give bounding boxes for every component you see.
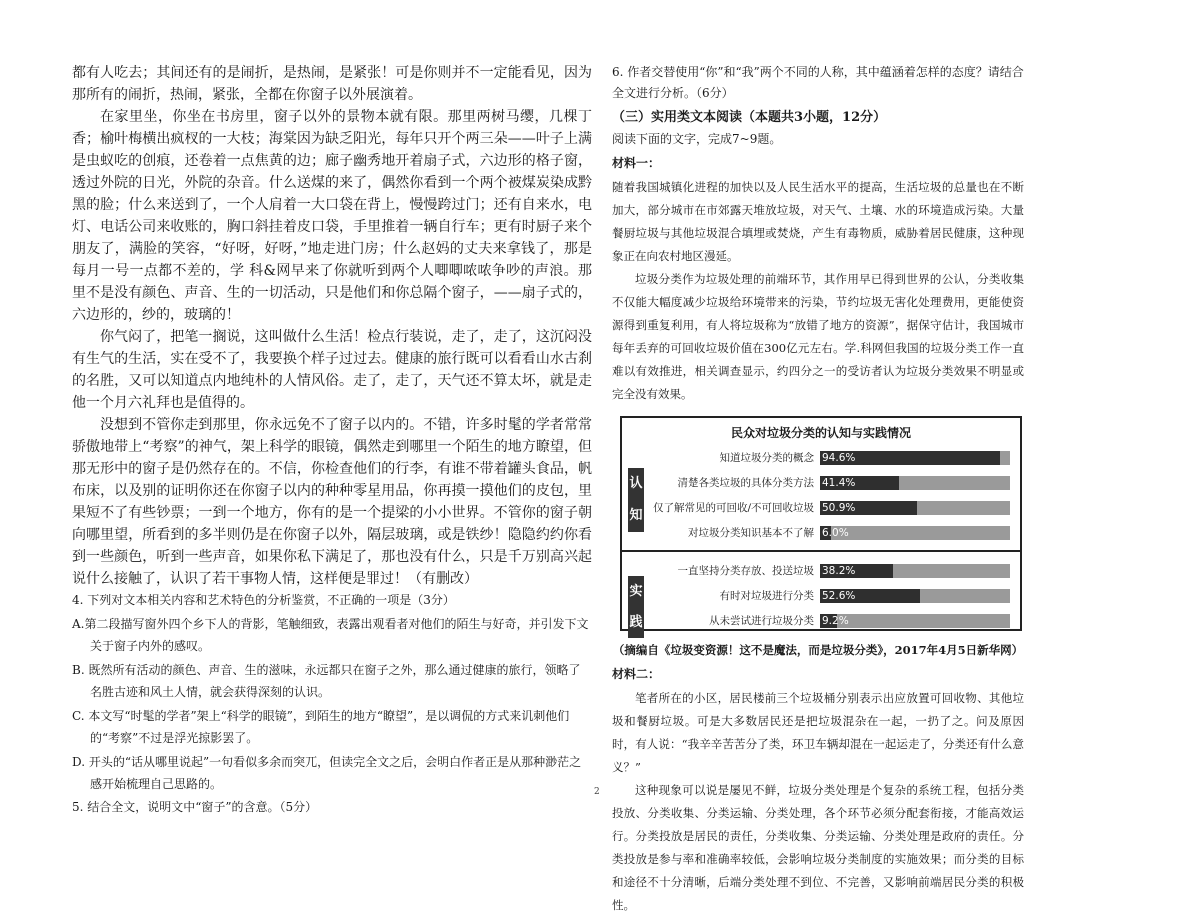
left-column xyxy=(72,62,592,818)
chart-category-label: 知道垃圾分类的概念 xyxy=(719,452,814,464)
chart-bar-track xyxy=(820,451,1010,465)
chart-category-label: 清楚各类垃圾的具体分类方法 xyxy=(677,477,814,489)
option-c: C. 本文写“时髦的学者”架上“科学的眼镜”，到陌生的地方“瞭望”，是以调侃的方式来讥刺他们的“考察”不过是浮光掠影罢了。 xyxy=(72,709,570,745)
chart-bar-track xyxy=(820,526,1010,540)
instruction: 阅读下面的文字，完成7~9题。 xyxy=(612,132,782,146)
page-number: 2 xyxy=(594,787,600,797)
chart-category-label: 从未尝试进行垃圾分类 xyxy=(709,615,814,627)
chart-data-label: 38.2% xyxy=(822,565,856,577)
chart-category-label: 有时对垃圾进行分类 xyxy=(719,590,814,602)
right-column xyxy=(612,62,1024,917)
option-a: A.第二段描写窗外四个乡下人的背影，笔触细致，表露出观看者对他们的陌生与好奇，并引发下文关于窗子内外的感叹。 xyxy=(72,617,589,653)
material-2-paragraph-2: 这种现象可以说是屡见不鲜，垃圾分类处理是个复杂的系统工程，包括分类投放、分类收集、分类运输、分类处理，各个环节必须分配套衔接，才能高效运行。分类投放是居民的责任，分类收集、分类运输、分类处理是政府的责任。分类投放是参与率和准确率较低，会影响垃圾分类制度的实施效果；而分类的目标和途径不十分清晰，后端分类处理不到位、不完善，又影响前端居民分类的积极性。 xyxy=(612,783,1024,912)
chart-data-label: 6.0% xyxy=(822,527,849,539)
chart-title: 民众对垃圾分类的认知与实践情况 xyxy=(730,426,911,440)
chart-group-label: 实践 xyxy=(628,576,644,638)
passage-paragraph-2: 在家里坐，你坐在书房里，窗子以外的景物本就有限。那里两树马缨，几棵丁香；榆叶梅横出疯杈的一大枝；海棠因为缺乏阳光，每年只开个两三朵——叶子上满是虫蚁吃的创痕，还卷着一点焦黄的边；廊子幽秀地开着扇子式，六边形的格子窗，透过外院的日光，外院的杂音。什么送煤的来了，偶然你看到一个两个被煤炭染成黔黑的脸；什么来送到了，一个人肩着一大口袋在背上，慢慢跨过门；还有自来水，电灯、电话公司来收账的，胸口斜挂着皮口袋，手里推着一辆自行车；更有时厨子来个朋友了，满脸的笑容，“好呀，好呀，”地走进门房；什么赵妈的丈夫来拿钱了，那是每月一号一点都不差的，学 科&网早来了你就听到两个人唧唧哝哝争吵的声浪。那里不是没有颜色、声音、生的一切活动，只是他们和你总隔个窗子，——扇子式的，六边形的，纱的，玻璃的！ xyxy=(72,109,592,323)
chart-source-caption: （摘编自《垃圾变资源！这不是魔法，而是垃圾分类》，2017年4月5日新华网） xyxy=(612,643,1024,657)
chart-category-label: 仅了解常见的可回收/不可回收垃圾 xyxy=(652,502,814,514)
chart-data-label: 41.4% xyxy=(822,477,856,489)
material-2-paragraph-1: 笔者所在的小区，居民楼前三个垃圾桶分别表示出应放置可回收物、其他垃圾和餐厨垃圾。可是大多数居民还是把垃圾混杂在一起，一扔了之。问及原因时，有人说：“我辛辛苦苦分了类，环卫车辆却混在一起运走了，分类还有什么意义？” xyxy=(612,691,1024,774)
question-6: 6. 作者交替使用“你”和“我”两个不同的人称，其中蕴涵着怎样的态度？请结合全文进行分析。（6分） xyxy=(612,65,1024,100)
question-4: 4. 下列对文本相关内容和艺术特色的分析鉴赏，不正确的一项是（3分） xyxy=(72,593,455,607)
chart-data-label: 9.2% xyxy=(822,615,849,627)
chart-data-label: 50.9% xyxy=(822,502,856,514)
passage-paragraph-3: 你气闷了，把笔一搁说，这叫做什么生活！检点行装说，走了，走了，这沉闷没有生气的生活，实在受不了，我要换个样子过过去。健康的旅行既可以看看山水古刹的名胜，又可以知道点内地纯朴的人情风俗。走了，走了，天气还不算太坏，就是走他一个月六礼拜也是值得的。 xyxy=(72,329,592,411)
question-5: 5. 结合全文，说明文中“窗子”的含意。（5分） xyxy=(72,800,318,814)
survey-chart xyxy=(620,416,1022,631)
passage-paragraph-1: 都有人吃去；其间还有的是闹折，是热闹，是紧张！可是你则并不一定能看见，因为那所有的闹折，热闹，紧张，全都在你窗子以外展演着。 xyxy=(72,65,592,103)
material-1-paragraph-1: 随着我国城镇化进程的加快以及人民生活水平的提高，生活垃圾的总量也在不断加大，部分城市在市郊露天堆放垃圾，对天气、土壤、水的环境造成污染。大量餐厨垃圾与其他垃圾混合填埋或焚烧，产生有毒物质，威胁着居民健康，这种现象正在向农村地区漫延。 xyxy=(612,180,1024,263)
chart-bar-track xyxy=(820,476,1010,490)
chart-category-label: 一直坚持分类存放、投送垃圾 xyxy=(677,565,814,577)
option-d: D. 开头的“话从哪里说起”一句看似多余而突兀，但读完全文之后，会明白作者正是从那种渺茫之感开始梳理自己思路的。 xyxy=(72,755,582,791)
chart-bar-track xyxy=(820,501,1010,515)
chart-divider xyxy=(622,550,1020,552)
material-1-label: 材料一： xyxy=(612,156,661,170)
chart-bar-track xyxy=(820,614,1010,628)
chart-bar-track xyxy=(820,564,1010,578)
chart-bar-track xyxy=(820,589,1010,603)
chart-data-label: 94.6% xyxy=(822,452,856,464)
section-heading: （三）实用类文本阅读（本题共3小题，12分） xyxy=(612,110,887,125)
chart-data-label: 52.6% xyxy=(822,590,856,602)
option-b: B. 既然所有活动的颜色、声音、生的滋味，永远都只在窗子之外，那么通过健康的旅行，领略了名胜古迹和风土人情，就会获得深刻的认识。 xyxy=(72,663,581,699)
chart-group-label: 认知 xyxy=(628,468,644,532)
material-1-paragraph-2: 垃圾分类作为垃圾处理的前端环节，其作用早已得到世界的公认，分类收集不仅能大幅度减少垃圾给环境带来的污染，节约垃圾无害化处理费用，更能使资源得到重复利用，有人将垃圾称为“放错了地方的资源”，据保守估计，我国城市每年丢弃的可回收垃圾价值在300亿元左右。学.科网但我国的垃圾分类工作一直难以有效推进，相关调查显示，约四分之一的受访者认为垃圾分类效果不明显或完全没有效果。 xyxy=(612,272,1024,401)
material-2-label: 材料二： xyxy=(612,667,661,681)
chart-category-label: 对垃圾分类知识基本不了解 xyxy=(688,527,814,539)
passage-paragraph-4: 没想到不管你走到那里，你永远免不了窗子以内的。不错，许多时髦的学者常常骄傲地带上“考察”的神气，架上科学的眼镜，偶然走到哪里一个陌生的地方瞭望，但那无形中的窗子是仍然存在的。不信，你检查他们的行李，有谁不带着罐头食品，帆布床，以及别的证明你还在你窗子以内的种种零星用品，你再摸一摸他们的皮包，里果短不了有些钞票；一到一个地方，你有的是一个提梁的小小世界。不管你的窗子朝向哪里望，所看到的多半则仍是在你窗子以外，隔层玻璃，或是铁纱！隐隐约约你看到一些颜色，听到一些声音，如果你私下满足了，那也没有什么，只是千万别高兴起说什么接触了，认识了若干事物人情，这样便是罪过！（有删改） xyxy=(72,417,592,587)
